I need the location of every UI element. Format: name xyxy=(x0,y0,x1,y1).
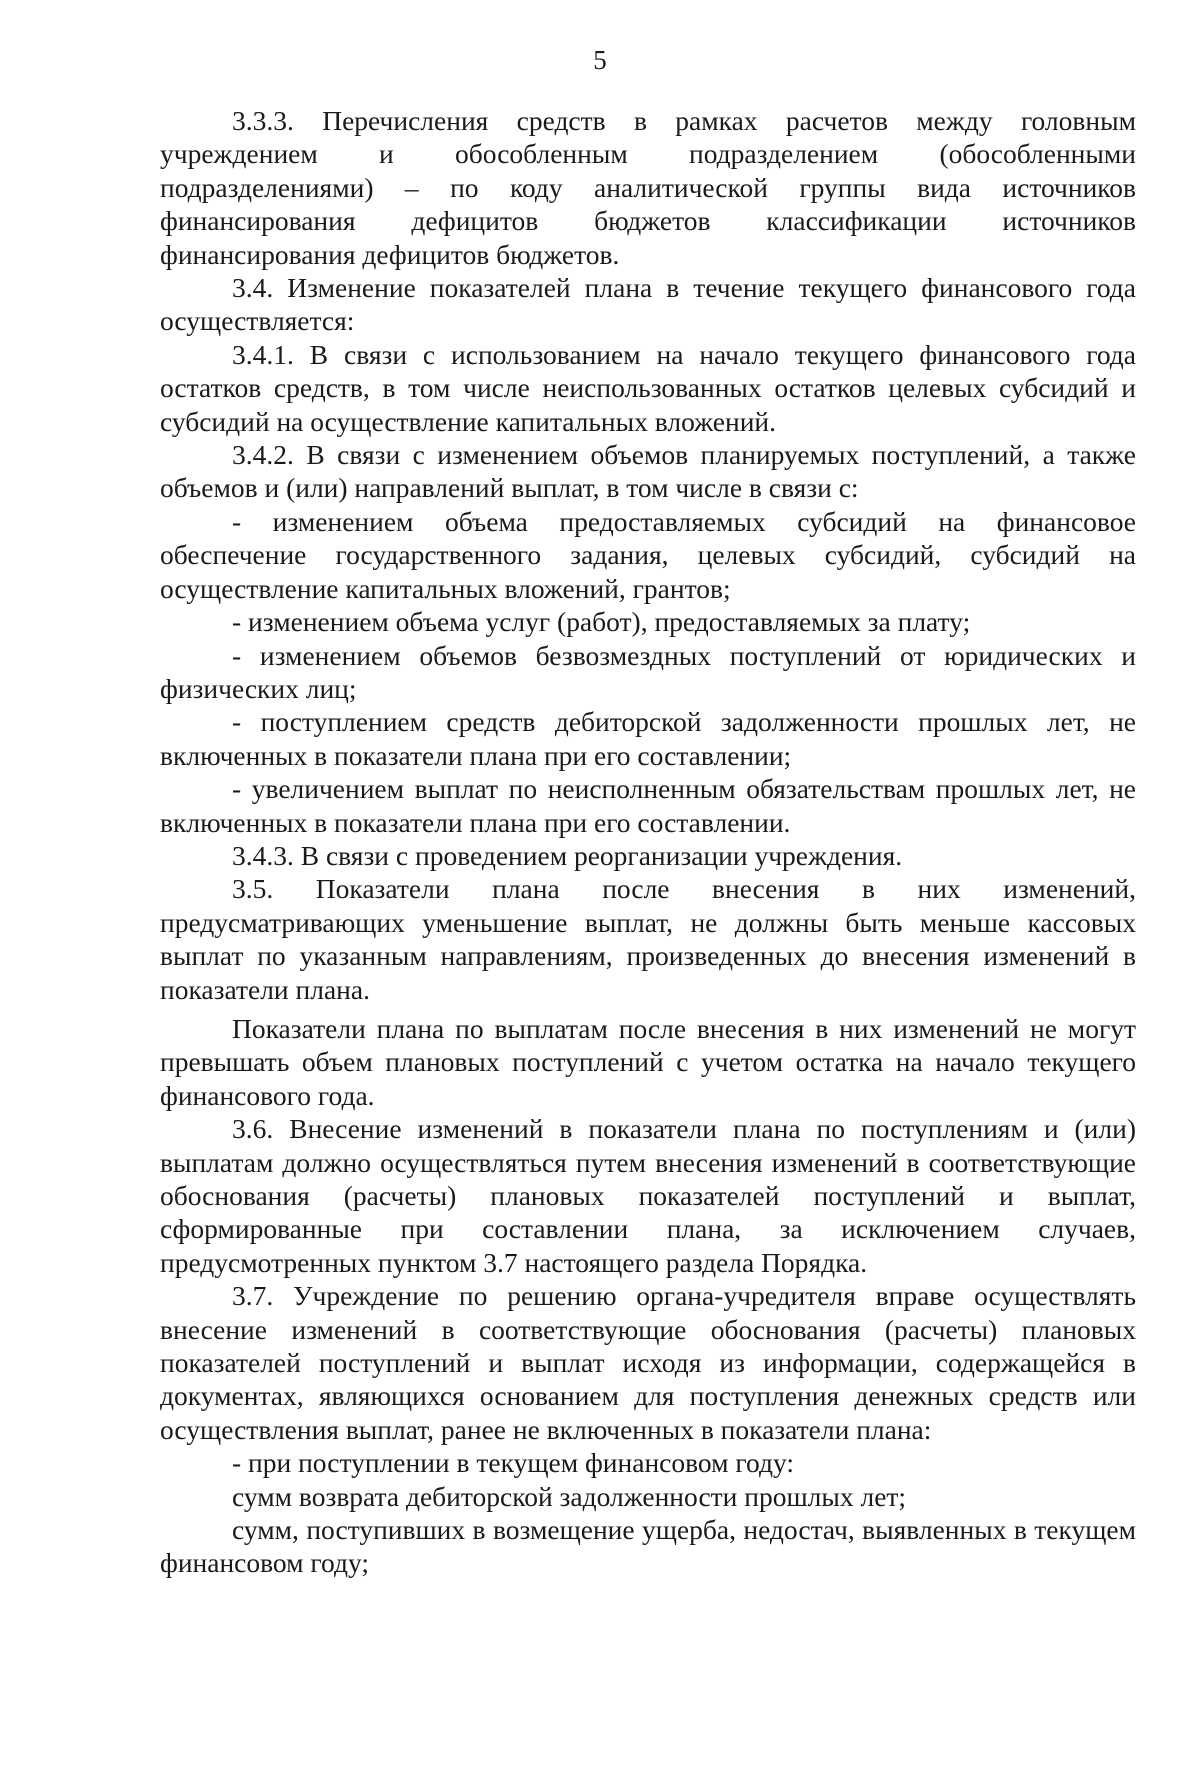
paragraph-3-5: 3.5. Показатели плана после внесения в них изменений, предусматривающих уменьшение выплат, не должны быть меньше кассовых выплат по указанным направлениям, произведенных до внесения изменений в показатели плана. xyxy=(160,873,1136,1005)
paragraph-plan-limits: Показатели плана по выплатам после внесения в них изменений не могут превышать объем плановых поступлений с учетом остатка на начало текущего финансового года. xyxy=(160,1012,1136,1111)
paragraph-3-7: 3.7. Учреждение по решению органа-учредителя вправе осуществлять внесение изменений в соответствующие обоснования (расчеты) плановых показателей поступлений и выплат исходя из информации, содержащейся в документах, являющихся основанием для поступления денежных средств или осуществления выплат, ранее не включенных в показатели плана: xyxy=(160,1280,1136,1445)
list-item-current-year-receipts: - при поступлении в текущем финансовом году: xyxy=(232,1447,794,1479)
list-item-receivables-return: сумм возврата дебиторской задолженности прошлых лет; xyxy=(232,1480,907,1512)
paragraph-3-4-3: 3.4.3. В связи с проведением реорганизации учреждения. xyxy=(232,839,903,871)
paragraph-3-4-1: 3.4.1. В связи с использованием на начало текущего финансового года остатков средств, в том числе неиспользованных остатков целевых субсидий и субсидий на осуществление капитальных вложений. xyxy=(160,338,1136,437)
paragraph-3-6: 3.6. Внесение изменений в показатели плана по поступлениям и (или) выплатам должно осуществляться путем внесения изменений в соответствующие обоснования (расчеты) плановых показателей поступлений и выплат, сформированные при составлении плана, за исключением случаев, предусмотренных пунктом 3.7 настоящего раздела Порядка. xyxy=(160,1113,1136,1278)
list-item-subsidies: - изменением объема предоставляемых субсидий на финансовое обеспечение государственного задания, целевых субсидий, субсидий на осуществление капитальных вложений, грантов; xyxy=(160,505,1136,604)
list-item-paid-services: - изменением объема услуг (работ), предоставляемых за плату; xyxy=(232,606,971,638)
paragraph-3-3-3: 3.3.3. Перечисления средств в рамках расчетов между головным учреждением и обособленным подразделением (обособленными подразделениями) – по коду аналитической группы вида источников финансирования дефицитов бюджетов классификации источников финансирования дефицитов бюджетов. xyxy=(160,105,1136,270)
list-item-damage-compensation: сумм, поступивших в возмещение ущерба, недостач, выявленных в текущем финансовом году; xyxy=(160,1514,1136,1579)
paragraph-3-4-2: 3.4.2. В связи с изменением объемов планируемых поступлений, а также объемов и (или) направлений выплат, в том числе в связи с: xyxy=(160,439,1136,504)
list-item-gratuitous-receipts: - изменением объемов безвозмездных поступлений от юридических и физических лиц; xyxy=(160,639,1136,704)
list-item-unfulfilled-obligations: - увеличением выплат по неисполненным обязательствам прошлых лет, не включенных в показатели плана при его составлении. xyxy=(160,773,1136,838)
paragraph-3-4: 3.4. Изменение показателей плана в течение текущего финансового года осуществляется: xyxy=(160,272,1136,337)
list-item-receivables: - поступлением средств дебиторской задолженности прошлых лет, не включенных в показатели плана при его составлении; xyxy=(160,706,1136,771)
document-body xyxy=(160,104,1136,1580)
page-number: 5 xyxy=(593,45,607,75)
